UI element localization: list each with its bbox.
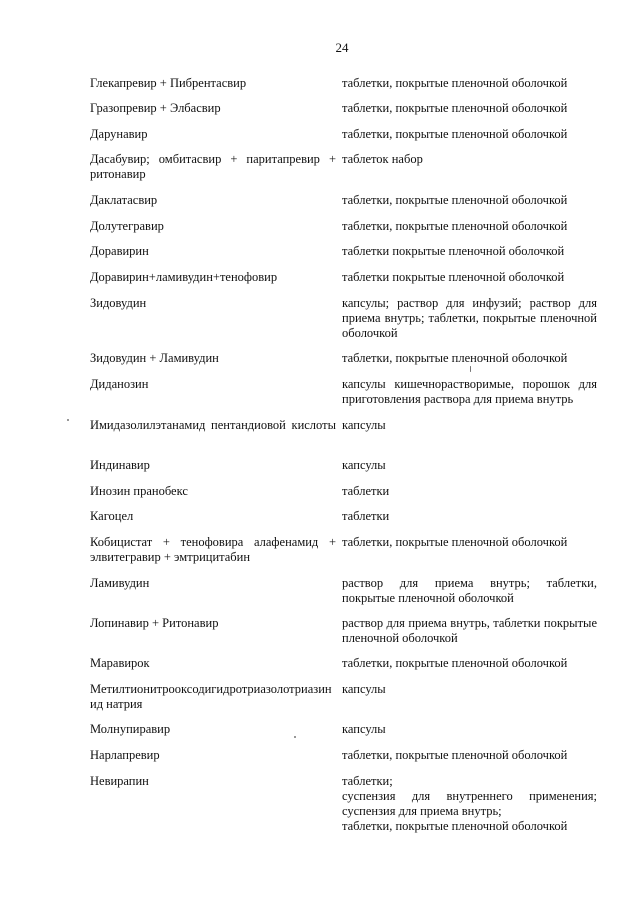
dosage-form-line: капсулы [342,682,386,696]
scan-speck [294,736,296,738]
drug-name: Индинавир [90,458,150,472]
dosage-form-line: капсулы [342,458,386,472]
dosage-form [342,535,597,550]
dosage-form [342,244,597,259]
dosage-form [342,296,597,341]
dosage-form-line: таблетки, покрытые пленочной оболочкой [342,127,568,141]
dosage-form-line: таблетки, покрытые пленочной оболочкой [342,101,568,115]
dosage-form [342,576,597,606]
dosage-form-line: таблеток набор [342,152,423,166]
drug-name: Глекапревир + Пибрентасвир [90,76,247,90]
dosage-form-line: таблетки, покрытые пленочной оболочкой [342,535,568,549]
drug-name: Диданозин [90,377,149,391]
drug-name: Инозин пранобекс [90,484,188,498]
dosage-form-line: таблетки покрытые пленочной оболочкой [342,270,565,284]
dosage-form [342,219,597,234]
dosage-form [342,152,597,167]
dosage-form-line: таблетки, покрытые пленочной оболочкой [342,193,568,207]
dosage-form-line: таблетки, покрытые пленочной оболочкой [342,819,568,833]
dosage-form-line: капсулы [342,418,386,432]
scan-speck [470,366,471,372]
drug-name: Нарлапревир [90,748,160,762]
dosage-form [342,101,597,116]
dosage-form-line: капсулы [342,722,386,736]
dosage-form [342,377,597,407]
dosage-form [342,193,597,208]
drug-name: Зидовудин + Ламивудин [90,351,219,365]
dosage-form [342,270,597,285]
dosage-form-line: капсулы; раствор для инфузий; раствор для приема внутрь; таблетки, покрытые пленочной оболочкой [342,296,597,340]
dosage-form-line: таблетки, покрытые пленочной оболочкой [342,76,568,90]
drug-name: Гразопревир + Элбасвир [90,101,221,115]
drug-name: Маравирок [90,656,150,670]
dosage-form [342,418,597,433]
dosage-form [342,351,597,366]
dosage-form [342,484,597,499]
dosage-form [342,76,597,91]
dosage-form [342,656,597,671]
dosage-form [342,748,597,763]
dosage-form-line: таблетки, покрытые пленочной оболочкой [342,219,568,233]
dosage-form-line: суспензия для приема внутрь; [342,804,502,818]
dosage-form-line: таблетки покрытые пленочной оболочкой [342,244,565,258]
drug-name: Метилтионитрооксодигидротриазолотриазинид натрия [90,682,332,711]
drug-name: Невирапин [90,774,149,788]
dosage-form-line: суспензия для внутреннего применения; [342,789,597,803]
drug-name: Кобицистат + тенофовира алафенамид + элвитегравир + эмтрицитабин [90,535,336,564]
drug-name: Доравирин [90,244,149,258]
dosage-form [342,458,597,473]
dosage-form [342,774,597,834]
drug-name: Доравирин+ламивудин+тенофовир [90,270,278,284]
dosage-form [342,616,597,646]
dosage-form-line: таблетки, покрытые пленочной оболочкой [342,656,568,670]
dosage-form-line: таблетки [342,509,390,523]
drug-name: Зидовудин [90,296,147,310]
scan-speck [67,419,69,421]
dosage-form-line: капсулы кишечнорастворимые, порошок для приготовления раствора для приема внутрь [342,377,597,406]
dosage-form [342,509,597,524]
dosage-form-line: таблетки [342,484,390,498]
drug-name: Ламивудин [90,576,150,590]
drug-name: Кагоцел [90,509,134,523]
drug-name: Имидазолилэтанамид пентандиовой кислоты [90,418,336,432]
dosage-form-line: таблетки, покрытые пленочной оболочкой [342,351,568,365]
drug-name: Дасабувир; омбитасвир + паритапревир + ритонавир [90,152,336,181]
drug-name: Лопинавир + Ритонавир [90,616,219,630]
drug-name: Долутегравир [90,219,164,233]
drug-name: Даклатасвир [90,193,158,207]
dosage-form-line: таблетки, покрытые пленочной оболочкой [342,748,568,762]
dosage-form-line: раствор для приема внутрь, таблетки покрытые пленочной оболочкой [342,616,597,645]
dosage-form [342,682,597,697]
dosage-form-line: таблетки; [342,774,393,788]
dosage-form [342,722,597,737]
dosage-form-line: раствор для приема внутрь; таблетки, покрытые пленочной оболочкой [342,576,597,605]
drug-name: Дарунавир [90,127,148,141]
drug-name: Молнупиравир [90,722,171,736]
dosage-form [342,127,597,142]
page-number: 24 [335,40,349,55]
